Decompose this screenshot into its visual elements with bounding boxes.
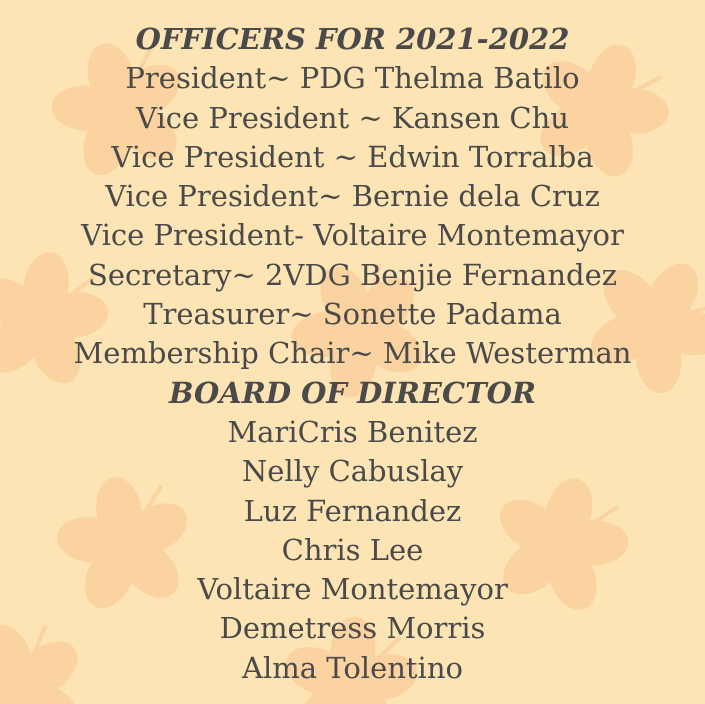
officers-heading: OFFICERS FOR 2021-2022 [135, 22, 570, 56]
officer-line: Vice President ~ Edwin Torralba [111, 139, 594, 174]
board-member: MariCris Benitez [227, 414, 478, 449]
board-member: Voltaire Montemayor [197, 572, 508, 607]
board-member: Demetress Morris [219, 611, 486, 646]
officers-list [0, 20, 705, 688]
officer-line: Vice President ~ Kansen Chu [136, 100, 569, 135]
board-member: Nelly Cabuslay [241, 454, 464, 489]
officer-line: Treasurer~ Sonette Padama [143, 297, 562, 332]
board-heading: BOARD OF DIRECTOR [168, 375, 537, 410]
officer-line: Vice President~ Bernie dela Cruz [105, 179, 600, 214]
officer-line: President~ PDG Thelma Batilo [125, 61, 580, 96]
officer-line: Membership Chair~ Mike Westerman [73, 336, 632, 371]
board-member: Luz Fernandez [243, 493, 462, 528]
officer-line: Vice President- Voltaire Montemayor [81, 218, 624, 253]
board-member: Alma Tolentino [242, 650, 463, 685]
officer-line: Secretary~ 2VDG Benjie Fernandez [87, 257, 618, 292]
board-member: Chris Lee [281, 532, 424, 567]
